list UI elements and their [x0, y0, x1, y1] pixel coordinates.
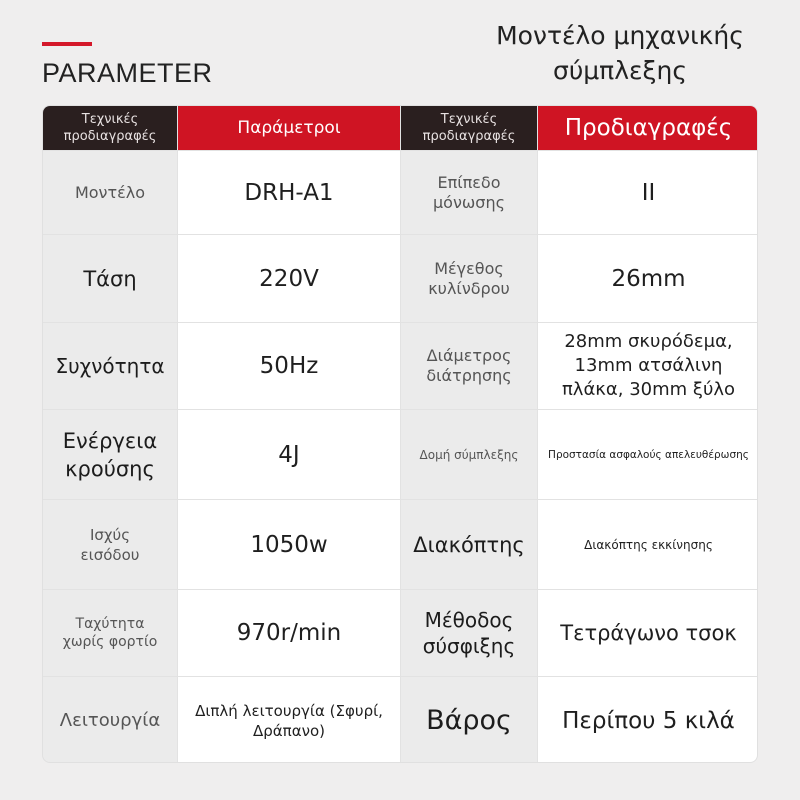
label-clamping-method: Μέθοδος σύσφιξης — [401, 590, 538, 677]
label-chuck-size: Μέγεθος κυλίνδρου — [401, 235, 538, 323]
value-chuck-size: 26mm — [538, 235, 758, 323]
value-weight: Περίπου 5 κιλά — [538, 677, 758, 763]
label-switch: Διακόπτης — [401, 500, 538, 590]
label-drill-diameter: Διάμετρος διάτρησης — [401, 323, 538, 410]
label-model: Μοντέλο — [43, 151, 178, 235]
label-frequency: Συχνότητα — [43, 323, 178, 410]
value-switch: Διακόπτης εκκίνησης — [538, 500, 758, 590]
label-function: Λειτουργία — [43, 677, 178, 763]
header-specs-right: Τεχνικές προδιαγραφές — [401, 106, 538, 151]
model-title: Μοντέλο μηχανικής σύμπλεξης — [496, 21, 744, 85]
value-drill-diameter: 28mm σκυρόδεμα, 13mm ατσάλινη πλάκα, 30mm ξύλο — [538, 323, 758, 410]
label-no-load-speed: Ταχύτητα χωρίς φορτίο — [43, 590, 178, 677]
parameter-heading: PARAMETER — [42, 58, 213, 88]
value-impact-energy: 4J — [178, 410, 401, 500]
label-clutch-structure: Δομή σύμπλεξης — [401, 410, 538, 500]
label-input-power: Ισχύς εισόδου — [43, 500, 178, 590]
value-no-load-speed: 970r/min — [178, 590, 401, 677]
value-function: Διπλή λειτουργία (Σφυρί, Δράπανο) — [178, 677, 401, 763]
value-model: DRH-A1 — [178, 151, 401, 235]
header-specs-left: Τεχνικές προδιαγραφές — [43, 106, 178, 151]
header-specifications: Προδιαγραφές — [538, 106, 758, 151]
label-weight: Βάρος — [401, 677, 538, 763]
value-input-power: 1050w — [178, 500, 401, 590]
label-impact-energy: Ενέργεια κρούσης — [43, 410, 178, 500]
header-parameters: Παράμετροι — [178, 106, 401, 151]
value-clutch-structure: Προστασία ασφαλούς απελευθέρωσης — [538, 410, 758, 500]
label-voltage: Τάση — [43, 235, 178, 323]
value-clamping-method: Τετράγωνο τσοκ — [538, 590, 758, 677]
accent-bar — [42, 42, 92, 46]
spec-table — [42, 105, 758, 763]
label-insulation: Επίπεδο μόνωσης — [401, 151, 538, 235]
value-frequency: 50Hz — [178, 323, 401, 410]
value-insulation: II — [538, 151, 758, 235]
value-voltage: 220V — [178, 235, 401, 323]
